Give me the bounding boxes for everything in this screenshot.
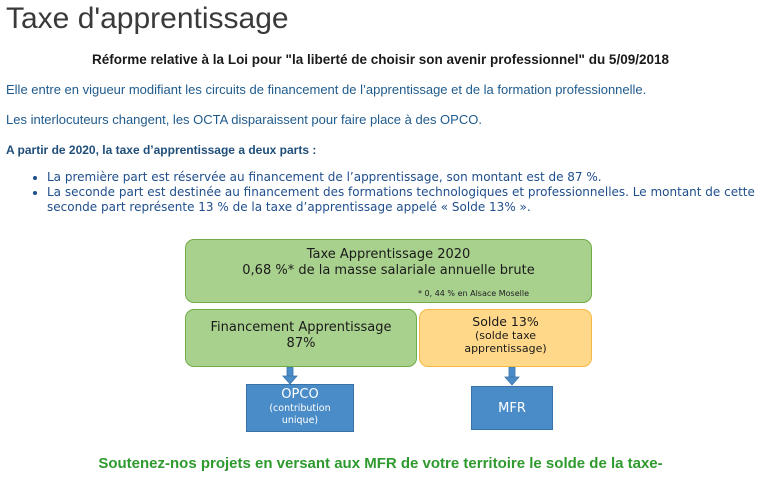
arrow-down-icon bbox=[282, 367, 298, 385]
opco-desc-line1: (contribution bbox=[269, 403, 331, 414]
financement-percent: 87% bbox=[286, 336, 316, 351]
reform-subtitle: Réforme relative à la Loi pour "la liberté de choisir son avenir professionnel" du 5/09/2018 bbox=[92, 52, 669, 67]
page-title: Taxe d'apprentissage bbox=[6, 2, 289, 35]
solde-desc-line2: apprentissage) bbox=[464, 342, 547, 355]
alsace-moselle-note: * 0, 44 % en Alsace Moselle bbox=[417, 289, 529, 298]
intro-paragraph: Elle entre en vigueur modifiant les circuits de financement de l’apprentissage et de la formation professionnelle. bbox=[6, 82, 647, 97]
parts-list bbox=[30, 170, 761, 215]
solde-box bbox=[419, 309, 592, 367]
two-parts-heading: A partir de 2020, la taxe d’apprentissage a deux parts : bbox=[6, 143, 317, 157]
tax-total-rate: 0,68 %* de la masse salariale annuelle brute bbox=[242, 263, 535, 278]
list-item: • La seconde part est destinée au financement des formations technologiques et professionnelles. Le montant de cette seconde part représente 13 % de la taxe d’apprentissage appelé « Solde 13% ». bbox=[47, 185, 761, 215]
list-item: • La première part est réservée au financement de l’apprentissage, son montant est de 87 %. bbox=[47, 170, 761, 185]
opco-desc-line2: unique) bbox=[281, 415, 319, 426]
tax-total-box bbox=[185, 239, 592, 303]
support-call-to-action: Soutenez-nos projets en versant aux MFR de votre territoire le solde de la taxe- bbox=[98, 455, 663, 472]
solde-desc-line1: (solde taxe bbox=[474, 329, 537, 342]
mfr-box bbox=[471, 386, 553, 430]
financement-box bbox=[185, 309, 417, 367]
tax-total-title: Taxe Apprentissage 2020 bbox=[306, 247, 471, 262]
opco-label: OPCO bbox=[281, 387, 319, 402]
arrow-down-icon bbox=[504, 367, 520, 386]
financement-label: Financement Apprentissage bbox=[210, 320, 392, 335]
solde-label: Solde 13% bbox=[472, 314, 539, 329]
mfr-label: MFR bbox=[498, 401, 526, 416]
opco-box bbox=[246, 384, 354, 432]
interlocutors-paragraph: Les interlocuteurs changent, les OCTA disparaissent pour faire place à des OPCO. bbox=[6, 112, 482, 127]
